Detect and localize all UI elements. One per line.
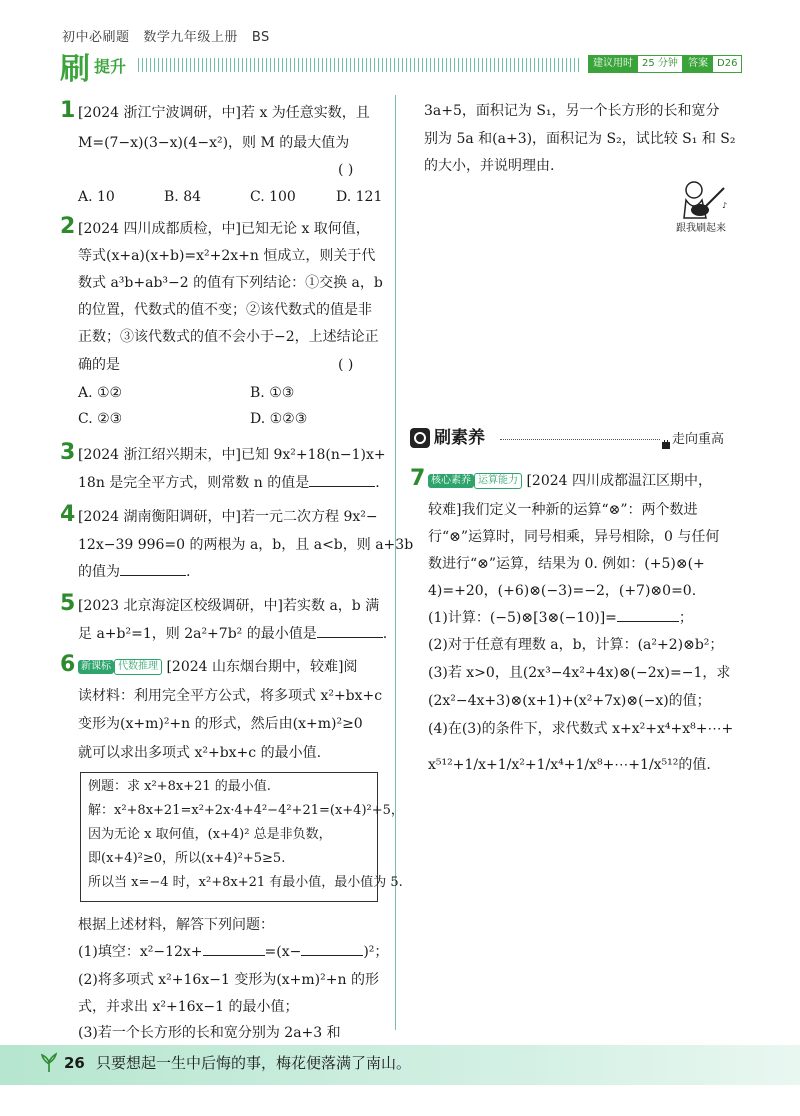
q2-line: 确的是: [78, 357, 120, 373]
series-name: 初中必刷题: [62, 30, 130, 45]
edition-label: BS: [251, 30, 270, 45]
q7-line: 数进行“⊗”运算，结果为 0. 例如：(+5)⊗(+: [428, 556, 705, 572]
answer-paren: ( ): [338, 162, 354, 178]
q7-line: (2x²−4x+3)⊗(x+1)+(x²+7x)⊗(−x)的值；: [428, 693, 711, 709]
time-label: 建议用时: [588, 55, 638, 73]
section-title: 刷素养: [434, 428, 485, 448]
mascot-guitar-illustration: [672, 178, 732, 228]
q5-line: 足 a+b²=1，则 2a²+7b² 的最小值是 .: [78, 621, 387, 647]
section-rule: [500, 439, 660, 440]
q4-line: 12x−39 996=0 的两根为 a，b，且 a<b，则 a+3b: [78, 537, 414, 553]
q2-line: 的位置，代数式的值不变；②该代数式的值是非: [78, 302, 372, 318]
brand-subtitle: 提升: [94, 57, 127, 76]
q7-line: [428, 468, 712, 494]
q3-text: 18n 是完全平方式，则常数 n 的值是: [78, 475, 310, 491]
subject-name: 数学九年级上册: [143, 30, 238, 45]
q2-line: 正数；③该代数式的值不会小于−2，上述结论正: [78, 329, 379, 345]
question-number: 6: [60, 652, 76, 677]
choice-d: D. 121: [336, 189, 383, 205]
q6-line: (2)将多项式 x²+16x−1 变形为(x+m)²+n 的形: [78, 972, 379, 988]
question-number: 2: [60, 214, 76, 239]
q3-line: [2024 浙江绍兴期末，中]已知 9x²+18(n−1)x+: [78, 447, 386, 463]
choice-a: A. 10: [78, 189, 115, 205]
q6-continued-line: 3a+5，面积记为 S₁，另一个长方形的长和宽分: [424, 103, 720, 119]
q7-line: (4)在(3)的条件下，求代数式 x+x²+x⁴+x⁸+⋯+: [428, 721, 734, 737]
header-series-line: [62, 26, 270, 45]
choice-b: B. 84: [164, 189, 202, 205]
choice-c: C. 100: [250, 189, 296, 205]
q2-line: [2024 四川成都质检，中]已知无论 x 取何值，: [78, 221, 370, 237]
page-number: 26: [64, 1054, 85, 1072]
q7-line: (3)若 x>0，且(2x³−4x²+4x)⊗(−2x)=−1，求: [428, 665, 731, 681]
q4-text: 的值为: [78, 564, 120, 580]
badge-computation: 运算能力: [474, 473, 522, 489]
q6-line: [78, 654, 357, 680]
fill-blank[interactable]: [203, 941, 265, 956]
fill-blank[interactable]: [120, 561, 186, 576]
example-line: 即(x+4)²≥0，所以(x+4)²+5≥5.: [88, 851, 286, 866]
answer-page: D26: [712, 55, 742, 73]
footer-quote: 只要想起一生中后悔的事，梅花便落满了南山。: [96, 1054, 412, 1072]
q2-line: 等式(x+a)(x+b)=x²+2x+n 恒成立，则关于代: [78, 248, 376, 264]
choice-c: C. ②③: [78, 411, 123, 427]
q6-line: 读材料：利用完全平方公式，将多项式 x²+bx+c: [78, 688, 383, 704]
q2-line: 数式 a³b+ab³−2 的值有下列结论：①交换 a，b: [78, 275, 383, 291]
example-line: 所以当 x=−4 时，x²+8x+21 有最小值，最小值为 5.: [88, 875, 403, 890]
q6-sub1a: (1)填空：x²−12x+: [78, 944, 203, 960]
q6-line: 根据上述材料，解答下列问题：: [78, 917, 274, 933]
badge-new-standard: 新课标: [78, 660, 114, 674]
q6-continued-line: 别为 5a 和(a+3)，面积记为 S₂，试比较 S₁ 和 S₂: [424, 131, 736, 147]
section-icon: [410, 428, 430, 448]
time-value: 25 分钟: [637, 55, 683, 73]
q5-text: 足 a+b²=1，则 2a²+7b² 的最小值是: [78, 626, 317, 642]
q7-sub1: (1)计算：(−5)⊗[3⊗(−10)]=: [428, 610, 617, 626]
fill-blank[interactable]: [317, 623, 383, 638]
q6-line: 就可以求出多项式 x²+bx+c 的最小值.: [78, 745, 322, 761]
answer-paren: ( ): [338, 357, 354, 373]
q6-line: (3)若一个长方形的长和宽分别为 2a+3 和: [78, 1025, 341, 1041]
question-number: 5: [60, 591, 76, 616]
q4-line: [2024 湖南衡阳调研，中]若一元二次方程 9x²−: [78, 509, 378, 525]
q7-source: [2024 四川成都温江区期中，: [526, 473, 712, 489]
fill-blank[interactable]: [309, 472, 375, 487]
example-line: 因为无论 x 取何值，(x+4)² 总是非负数，: [88, 827, 332, 842]
q1-line: [2024 浙江宁波调研，中]若 x 为任意实数，且: [78, 105, 370, 121]
example-line: 解：x²+8x+21=x²+2x·4+4²−4²+21=(x+4)²+5，: [88, 803, 404, 818]
mascot-caption: 跟我刷起来: [676, 223, 726, 234]
answer-label: 答案: [683, 55, 713, 73]
q1-line: M=(7−x)(3−x)(4−x²)，则 M 的最大值为: [78, 135, 350, 151]
q6-source: [2024 山东烟台期中，较难]阅: [166, 659, 358, 675]
q6-line: [78, 939, 388, 965]
brand-logo: 刷: [60, 52, 90, 87]
choice-b: B. ①③: [250, 385, 295, 401]
q5-line: [2023 北京海淀区校级调研，中]若实数 a，b 满: [78, 598, 380, 614]
q4-line: 的值为 .: [78, 559, 190, 585]
q7-line: 4)=+20，(+6)⊗(−3)=−2，(+7)⊗0=0.: [428, 583, 697, 599]
question-number: 3: [60, 440, 76, 465]
q6-line: 式，并求出 x²+16x−1 的最小值；: [78, 999, 299, 1015]
question-number: 4: [60, 502, 76, 527]
q7-line: x⁵¹²+1/x+1/x²+1/x⁴+1/x⁸+⋯+1/x⁵¹²的值.: [428, 757, 711, 773]
q3-line: 18n 是完全平方式，则常数 n 的值是 .: [78, 470, 380, 496]
castle-icon: [662, 434, 670, 444]
q7-line: (2)对于任意有理数 a，b，计算：(a²+2)⊗b²；: [428, 637, 724, 653]
plant-icon: [38, 1052, 60, 1074]
section-right-label: 走向重高: [672, 432, 725, 447]
question-number: 7: [410, 466, 426, 491]
q7-sub1-end: ；: [678, 610, 693, 626]
q6-sub1c: )²；: [363, 944, 389, 960]
fill-blank[interactable]: [301, 941, 363, 956]
choice-a: A. ①②: [78, 385, 123, 401]
fill-blank[interactable]: [617, 607, 679, 622]
q7-line: [428, 605, 693, 631]
q7-line: 较难]我们定义一种新的运算“⊗”：两个数进: [428, 502, 698, 518]
badge-algebra: 代数推理: [114, 659, 162, 675]
choice-d: D. ①②③: [250, 411, 308, 427]
question-number: 1: [60, 98, 76, 123]
example-line: 例题：求 x²+8x+21 的最小值.: [88, 779, 271, 794]
q6-continued-line: 的大小，并说明理由.: [424, 158, 555, 174]
badge-core-literacy: 核心素养: [428, 474, 474, 488]
header-stripe: [138, 58, 582, 72]
q7-line: 行“⊗”运算时，同号相乘，异号相除，0 与任何: [428, 529, 720, 545]
q6-line: 变形为(x+m)²+n 的形式，然后由(x+m)²≥0: [78, 716, 363, 732]
q6-sub1b: =(x−: [264, 944, 302, 960]
svg-text:♪: ♪: [722, 201, 728, 210]
